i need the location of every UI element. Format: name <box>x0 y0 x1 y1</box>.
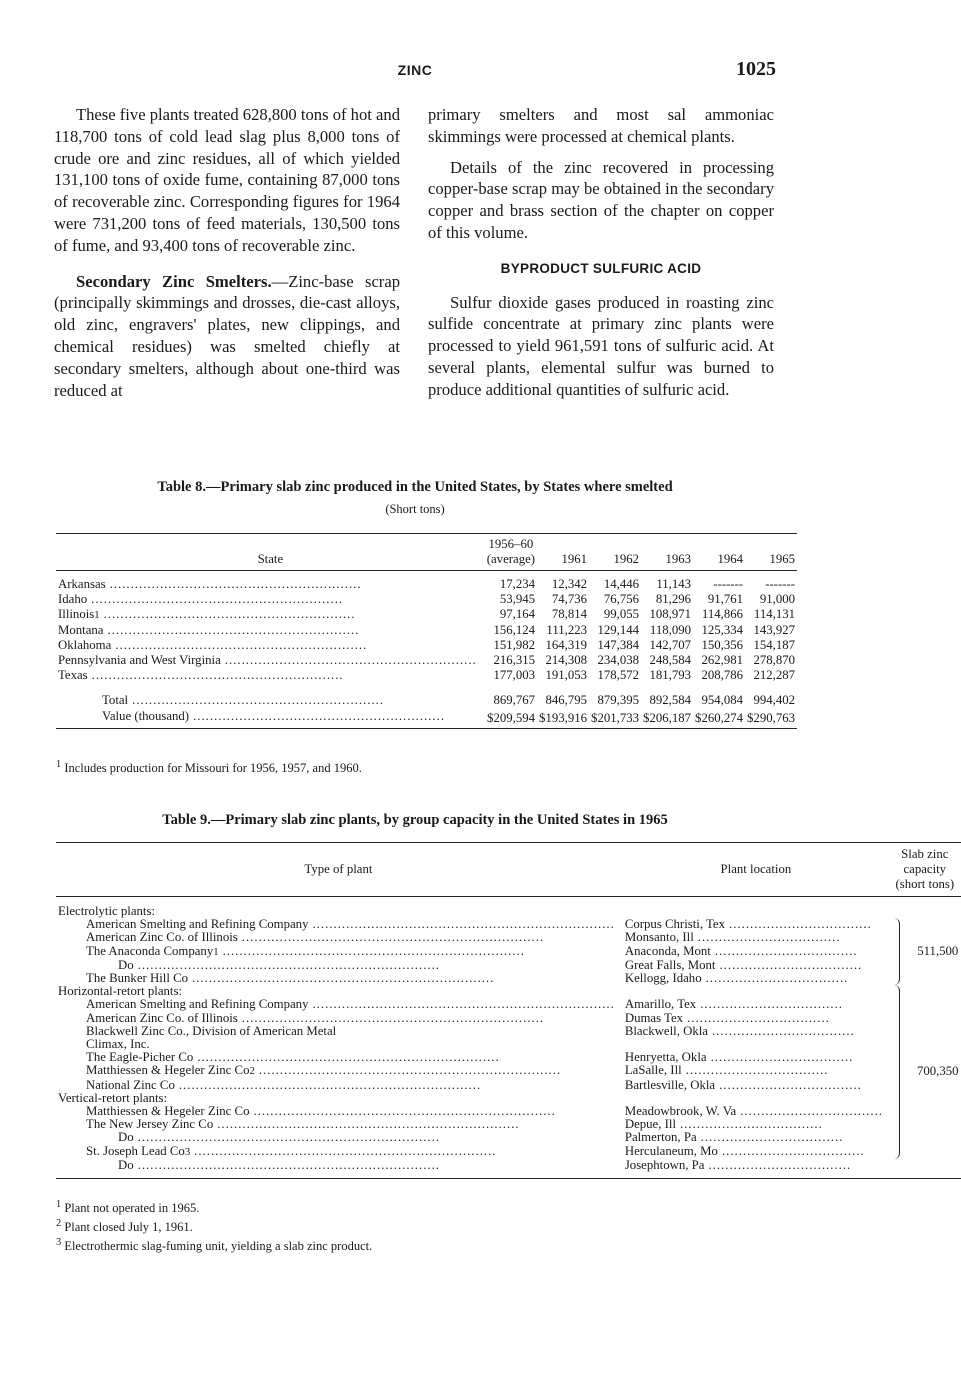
table9-row: The Eagle-Picher Co ........................................................................ Henryetta, Okla .................................. <box>86 1050 854 1065</box>
table8-title: Table 8.—Primary slab zinc produced in the United States, by States where smelted <box>157 479 673 495</box>
cell: 150,356 <box>701 637 744 652</box>
brace-mark <box>891 985 900 1159</box>
col-header-capacity <box>889 843 961 897</box>
plant-location: Bartlesville, Okla <box>624 1077 716 1092</box>
table9-row: American Zinc Co. of Illinois ........................................................................ Dumas Tex .................................. <box>86 1010 830 1025</box>
col-header-average-line1: 1956–60 <box>488 537 534 551</box>
group-header: Electrolytic plants: <box>58 904 156 918</box>
cell: 178,572 <box>597 668 640 683</box>
cell: 892,584 <box>649 693 692 708</box>
cell: 12,342 <box>551 577 588 592</box>
page-number: 1025 <box>736 58 776 80</box>
state-name: Idaho <box>58 592 88 607</box>
cell: $209,594 <box>487 710 536 725</box>
group-electrolytic <box>56 897 961 919</box>
table8-row: Montana ............................................................ 156,124 111,223 129,144 118,090 125,334 143,927 <box>58 622 796 637</box>
cell: 208,786 <box>701 668 744 683</box>
table9-footnote <box>56 1235 372 1254</box>
col-header-capacity-line2: capacity <box>903 862 947 876</box>
col-header-location: Plant location <box>720 862 792 876</box>
table9 <box>56 842 961 1179</box>
paragraph-lead-slag: These five plants treated 628,800 tons of hot and 118,700 tons of cold lead slag plus 8,000 tons of crude ore and zinc residues, all of which yielded 131,100 tons of oxide fume, containing 87,000 tons of recoverable zinc. Corresponding figures for 1964 were 731,200 tons of feed materials, 130,500 tons of fume, and 93,400 tons of recoverable zinc. <box>54 105 400 255</box>
plant-location: Depue, Ill <box>624 1117 676 1132</box>
table9-row: The New Jersey Zinc Co ........................................................................ Depue, Ill .................................. <box>86 1117 823 1132</box>
cell: 994,402 <box>753 693 796 708</box>
value-label: Value (thousand) <box>102 708 190 723</box>
capacity-group <box>889 918 961 985</box>
cell: 248,584 <box>649 653 692 668</box>
plant-name: Do <box>118 1130 134 1145</box>
table9-header-row <box>56 843 961 897</box>
table9-footnotes <box>56 1197 372 1254</box>
cell: 879,395 <box>597 693 640 708</box>
cell: 99,055 <box>603 607 640 622</box>
plant-name: Climax, Inc. <box>86 1037 150 1052</box>
cell: 214,308 <box>545 653 588 668</box>
cell: 262,981 <box>701 653 744 668</box>
cell: 212,287 <box>753 668 796 683</box>
cell: 154,187 <box>753 637 796 652</box>
plant-name: American Zinc Co. of Illinois <box>86 930 238 945</box>
footnote-ref: 3 <box>184 1146 191 1158</box>
cell: 17,234 <box>499 577 536 592</box>
footnote-text: Includes production for Missouri for 1956, 1957, and 1960. <box>64 761 362 776</box>
plant-location: Dumas Tex <box>624 1010 684 1025</box>
footnote-mark: 2 <box>56 1218 62 1230</box>
plant-name: Do <box>118 957 134 972</box>
cell: ------- <box>713 577 744 592</box>
col-header-1962: 1962 <box>613 552 640 566</box>
plant-location: Anaconda, Mont <box>624 943 711 958</box>
table8-footnote <box>56 759 362 776</box>
cell: 869,767 <box>493 693 536 708</box>
table9-row: American Smelting and Refining Company ........................................................................ Corpus Christi, Tex .................................. 511,500 <box>56 918 961 931</box>
plant-name: Matthiessen & Hegeler Zinc Co <box>86 1063 250 1078</box>
cell: 74,736 <box>551 592 588 607</box>
table9-row: American Zinc Co. of Illinois ........................................................................ Monsanto, Ill .................................. <box>86 930 841 945</box>
col-header-state: State <box>257 552 284 566</box>
plant-name: American Smelting and Refining Company <box>86 997 309 1012</box>
cell: 954,084 <box>701 693 744 708</box>
running-title: ZINC <box>397 62 433 78</box>
cell: 177,003 <box>493 668 536 683</box>
plant-name: American Smelting and Refining Company <box>86 917 309 932</box>
table8-total-row: Total ............................................................ 869,767 846,795 879,395 892,584 954,084 994,402 <box>56 683 797 708</box>
col-header-capacity-line1: Slab zinc <box>901 847 949 861</box>
table8-value-row: Value (thousand) ............................................................ $209,594 $193,916 $201,733 $206,187 $260,274 $290,763 <box>56 709 797 729</box>
cell: 118,090 <box>649 622 692 637</box>
cell: $201,733 <box>591 710 640 725</box>
plant-name: The New Jersey Zinc Co <box>86 1117 214 1132</box>
table9-row: The Bunker Hill Co ........................................................................ Kellogg, Idaho .................................. <box>86 971 849 986</box>
group-header: Horizontal-retort plants: <box>58 984 183 999</box>
table8 <box>56 533 797 729</box>
plant-name: St. Joseph Lead Co <box>86 1143 185 1158</box>
table9-row: Matthiessen & Hegeler Zinc Co ........................................................................ Meadowbrook, W. Va .................................. <box>86 1104 883 1119</box>
cell: 181,793 <box>649 668 692 683</box>
cell: 108,971 <box>649 607 692 622</box>
table8-row: Texas ............................................................ 177,003 191,053 178,572 181,793 208,786 212,287 <box>58 668 796 683</box>
paragraph-sulfuric-acid: Sulfur dioxide gases produced in roasting zinc sulfide concentrate at primary zinc plants were processed to yield 961,591 tons of sulfuric acid. At several plants, elemental sulfur was burned to produce additional quantities of sulfuric acid. <box>428 292 774 399</box>
plant-name: American Zinc Co. of Illinois <box>86 1010 238 1025</box>
section-heading: BYPRODUCT SULFURIC ACID <box>500 260 702 276</box>
plant-location: Josephtown, Pa <box>624 1157 705 1172</box>
plant-name: The Bunker Hill Co <box>86 971 189 986</box>
capacity-value: 700,350 <box>916 1064 959 1079</box>
plant-location: LaSalle, Ill <box>624 1063 682 1078</box>
table8-row: Illinois 1 ............................................................ 97,164 78,814 99,055 108,971 114,866 114,131 <box>58 607 796 622</box>
cell: 147,384 <box>597 637 640 652</box>
table9-footnote <box>56 1197 372 1216</box>
plant-location: Herculaneum, Mo <box>624 1143 718 1158</box>
cell: $260,274 <box>695 710 744 725</box>
plant-name: National Zinc Co <box>86 1077 175 1092</box>
footnote-ref: 1 <box>94 610 100 622</box>
footnote-text: Plant closed July 1, 1961. <box>64 1220 193 1235</box>
cell: 234,038 <box>597 653 640 668</box>
cell: $206,187 <box>643 710 692 725</box>
footnote-mark: 3 <box>56 1237 62 1249</box>
total-label: Total <box>102 693 129 708</box>
table9-row: The Anaconda Company 1 ........................................................................ Anaconda, Mont .................................. <box>86 943 858 958</box>
table9-row: Matthiessen & Hegeler Zinc Co 2 ........................................................................ LaSalle, Ill .................................. <box>86 1063 829 1078</box>
table9-row: Do ........................................................................ Palmerton, Pa .................................. <box>118 1130 844 1145</box>
capacity-value: 511,500 <box>917 944 959 959</box>
plant-location: Blackwell, Okla <box>624 1023 708 1038</box>
footnote-text: Plant not operated in 1965. <box>64 1201 200 1216</box>
col-header-1961: 1961 <box>561 552 588 566</box>
left-column <box>54 104 400 410</box>
paragraph-secondary-smelters <box>54 271 400 402</box>
right-column <box>428 104 774 410</box>
cell: 129,144 <box>597 622 640 637</box>
table9-row: Do ........................................................................ Josephtown, Pa .................................. <box>56 1159 961 1179</box>
col-header-average-line2: (average) <box>486 552 536 566</box>
cell: 216,315 <box>493 653 536 668</box>
plant-name: Do <box>118 1157 134 1172</box>
plant-location: Corpus Christi, Tex <box>624 917 726 932</box>
cell: 91,761 <box>707 592 744 607</box>
col-header-capacity-line3: (short tons) <box>895 877 955 891</box>
col-header-1963: 1963 <box>665 552 692 566</box>
cell: 278,870 <box>753 653 796 668</box>
table9-footnote <box>56 1216 372 1235</box>
group-header: Vertical-retort plants: <box>58 1090 168 1105</box>
col-header-average <box>485 534 537 571</box>
plant-name: Matthiessen & Hegeler Zinc Co <box>86 1104 250 1119</box>
footnote-mark: 1 <box>56 759 62 770</box>
cell: 142,707 <box>649 637 692 652</box>
table8-subtitle: (Short tons) <box>385 502 445 516</box>
plant-name: The Anaconda Company <box>86 943 214 958</box>
cell: ------- <box>765 577 796 592</box>
table8-row: Arkansas ............................................................ 17,234 12,342 14,446 11,143 ------- ------- <box>56 571 797 593</box>
table9-row: Blackwell Zinc Co., Division of American Metal Blackwell, Okla .................................. <box>86 1023 855 1038</box>
brace-mark <box>891 918 900 985</box>
plant-location: Monsanto, Ill <box>624 930 694 945</box>
cell: $290,763 <box>747 710 796 725</box>
cell: 111,223 <box>546 622 588 637</box>
state-name: Montana <box>58 622 104 637</box>
cell: 91,000 <box>759 592 796 607</box>
table8-row: Oklahoma ............................................................ 151,982 164,319 147,384 142,707 150,356 154,187 <box>58 637 796 652</box>
plant-location: Amarillo, Tex <box>624 997 697 1012</box>
plant-location: Great Falls, Mont <box>624 957 716 972</box>
plant-location: Meadowbrook, W. Va <box>624 1104 737 1119</box>
col-header-1965: 1965 <box>769 552 796 566</box>
cell: $193,916 <box>539 710 588 725</box>
cell: 81,296 <box>655 592 692 607</box>
table9-row: National Zinc Co ........................................................................ Bartlesville, Okla .................................. <box>86 1077 862 1092</box>
footnote-text: Electrothermic slag-fuming unit, yielding a slab zinc product. <box>64 1239 373 1254</box>
cell: 76,756 <box>603 592 640 607</box>
plant-location: Henryetta, Okla <box>624 1050 707 1065</box>
cell: 11,143 <box>656 577 692 592</box>
table8-row: Pennsylvania and West Virginia ............................................................ 216,315 214,308 234,038 248,584 262,981 278,870 <box>58 653 796 668</box>
col-header-type: Type of plant <box>304 862 373 876</box>
state-name: Oklahoma <box>58 637 112 652</box>
capacity-group <box>889 985 961 1159</box>
table9-title: Table 9.—Primary slab zinc plants, by group capacity in the United States in 1965 <box>162 812 668 828</box>
cell: 97,164 <box>499 607 536 622</box>
cell: 53,945 <box>499 592 536 607</box>
footnote-mark: 1 <box>56 1199 62 1210</box>
cell: 125,334 <box>701 622 744 637</box>
cell: 191,053 <box>545 668 588 683</box>
footnote-ref: 2 <box>249 1066 255 1078</box>
runin-heading: Secondary Zinc Smelters. <box>76 271 272 291</box>
state-name: Illinois <box>58 607 95 622</box>
plant-name: The Eagle-Picher Co <box>86 1050 194 1065</box>
state-name: Texas <box>58 668 88 683</box>
cell: 143,927 <box>753 622 796 637</box>
table8-header-row <box>56 534 797 571</box>
cell: 151,982 <box>493 637 536 652</box>
plant-location: Kellogg, Idaho <box>624 971 702 986</box>
paragraph-text: —Zinc-base scrap (principally skimmings and drosses, die-cast alloys, old zinc, engravers' plates, new clippings, and chemical residues) was smelted chiefly at secondary smelters, although about one-third was reduced at <box>54 271 400 400</box>
table9-row: St. Joseph Lead Co 3 ........................................................................ Herculaneum, Mo .................................. <box>86 1143 865 1158</box>
cell: 14,446 <box>603 577 640 592</box>
table9-row: American Smelting and Refining Company ........................................................................ Amarillo, Tex .................................. <box>86 997 843 1012</box>
cell: 114,866 <box>701 607 744 622</box>
paragraph-details: Details of the zinc recovered in processing copper-base scrap may be obtained in the secondary copper and brass section of the chapter on copper of this volume. <box>428 157 774 242</box>
col-header-1964: 1964 <box>717 552 744 566</box>
table8-row: Idaho ............................................................ 53,945 74,736 76,756 81,296 91,761 91,000 <box>58 592 796 607</box>
plant-location: Palmerton, Pa <box>624 1130 697 1145</box>
cell: 156,124 <box>493 622 536 637</box>
cell: 114,131 <box>753 607 796 622</box>
cell: 78,814 <box>551 607 588 622</box>
state-name: Arkansas <box>58 577 106 592</box>
plant-name: Blackwell Zinc Co., Division of American Metal <box>86 1023 337 1038</box>
cell: 846,795 <box>545 693 588 708</box>
state-name: Pennsylvania and West Virginia <box>58 653 221 668</box>
table9-row: Do ........................................................................ Great Falls, Mont .................................. <box>118 957 863 972</box>
paragraph-continuation: primary smelters and most sal ammoniac skimmings were processed at chemical plants. <box>428 105 774 146</box>
cell: 164,319 <box>545 637 588 652</box>
footnote-ref: 1 <box>213 946 219 958</box>
